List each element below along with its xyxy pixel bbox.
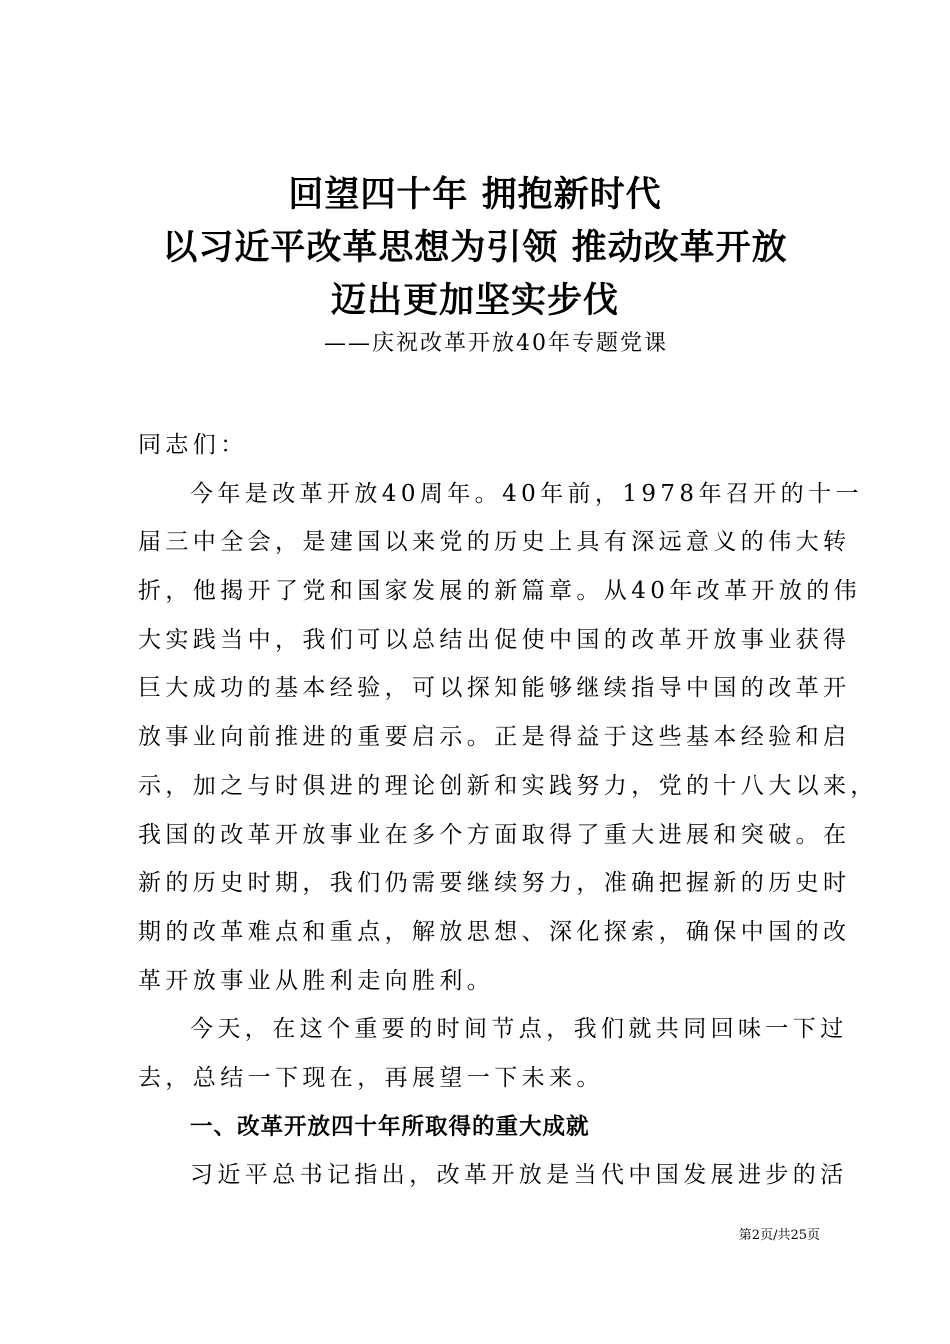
section-heading: 一、改革开放四十年所取得的重大成就 [190, 1113, 590, 1140]
document-title [0, 168, 950, 327]
paragraph-2 [138, 1005, 848, 1102]
paragraph-line: 今天，在这个重要的时间节点，我们就共同回味一下过 [190, 1016, 848, 1043]
title-line: 以习近平改革思想为引领 推动改革开放 [162, 227, 788, 268]
paragraph-line: 革开放事业从胜利走向胜利。 [138, 967, 495, 994]
paragraph-1 [138, 470, 878, 1006]
paragraph-line: 届三中全会，是建国以来党的历史上具有深远意义的伟大转 [138, 529, 851, 556]
document-body [138, 421, 878, 1200]
paragraph-line: 我国的改革开放事业在多个方面取得了重大进展和突破。在 [138, 821, 851, 848]
title-line: 回望四十年 拥抱新时代 [288, 174, 662, 215]
paragraph-line: 习近平总书记指出，改革开放是当代中国发展进步的活 [190, 1162, 848, 1189]
paragraph-line: 去，总结一下现在，再展望一下未来。 [138, 1064, 604, 1091]
title-line: 迈出更加坚实步伐 [330, 280, 619, 321]
paragraph-line: 新的历史时期，我们仍需要继续努力，准确把握新的历史时 [138, 870, 851, 897]
salutation: 同志们： [138, 432, 248, 458]
page-footer: 第2页/共25页 [738, 1228, 820, 1243]
paragraph-line: 大实践当中，我们可以总结出促使中国的改革开放事业获得 [138, 626, 851, 653]
paragraph-line: 期的改革难点和重点，解放思想、深化探索，确保中国的改 [138, 918, 851, 945]
paragraph-line: 折，他揭开了党和国家发展的新篇章。从40年改革开放的伟 [138, 578, 862, 605]
document-subtitle: ——庆祝改革开放40年专题党课 [324, 331, 668, 356]
paragraph-line: 今年是改革开放40周年。40年前，1978年召开的十一 [190, 480, 863, 507]
paragraph-3 [138, 1151, 848, 1200]
paragraph-line: 示，加之与时俱进的理论创新和实践努力，党的十八大以来， [138, 772, 878, 799]
paragraph-line: 放事业向前推进的重要启示。正是得益于这些基本经验和启 [138, 724, 851, 751]
paragraph-line: 巨大成功的基本经验，可以探知能够继续指导中国的改革开 [138, 675, 851, 702]
